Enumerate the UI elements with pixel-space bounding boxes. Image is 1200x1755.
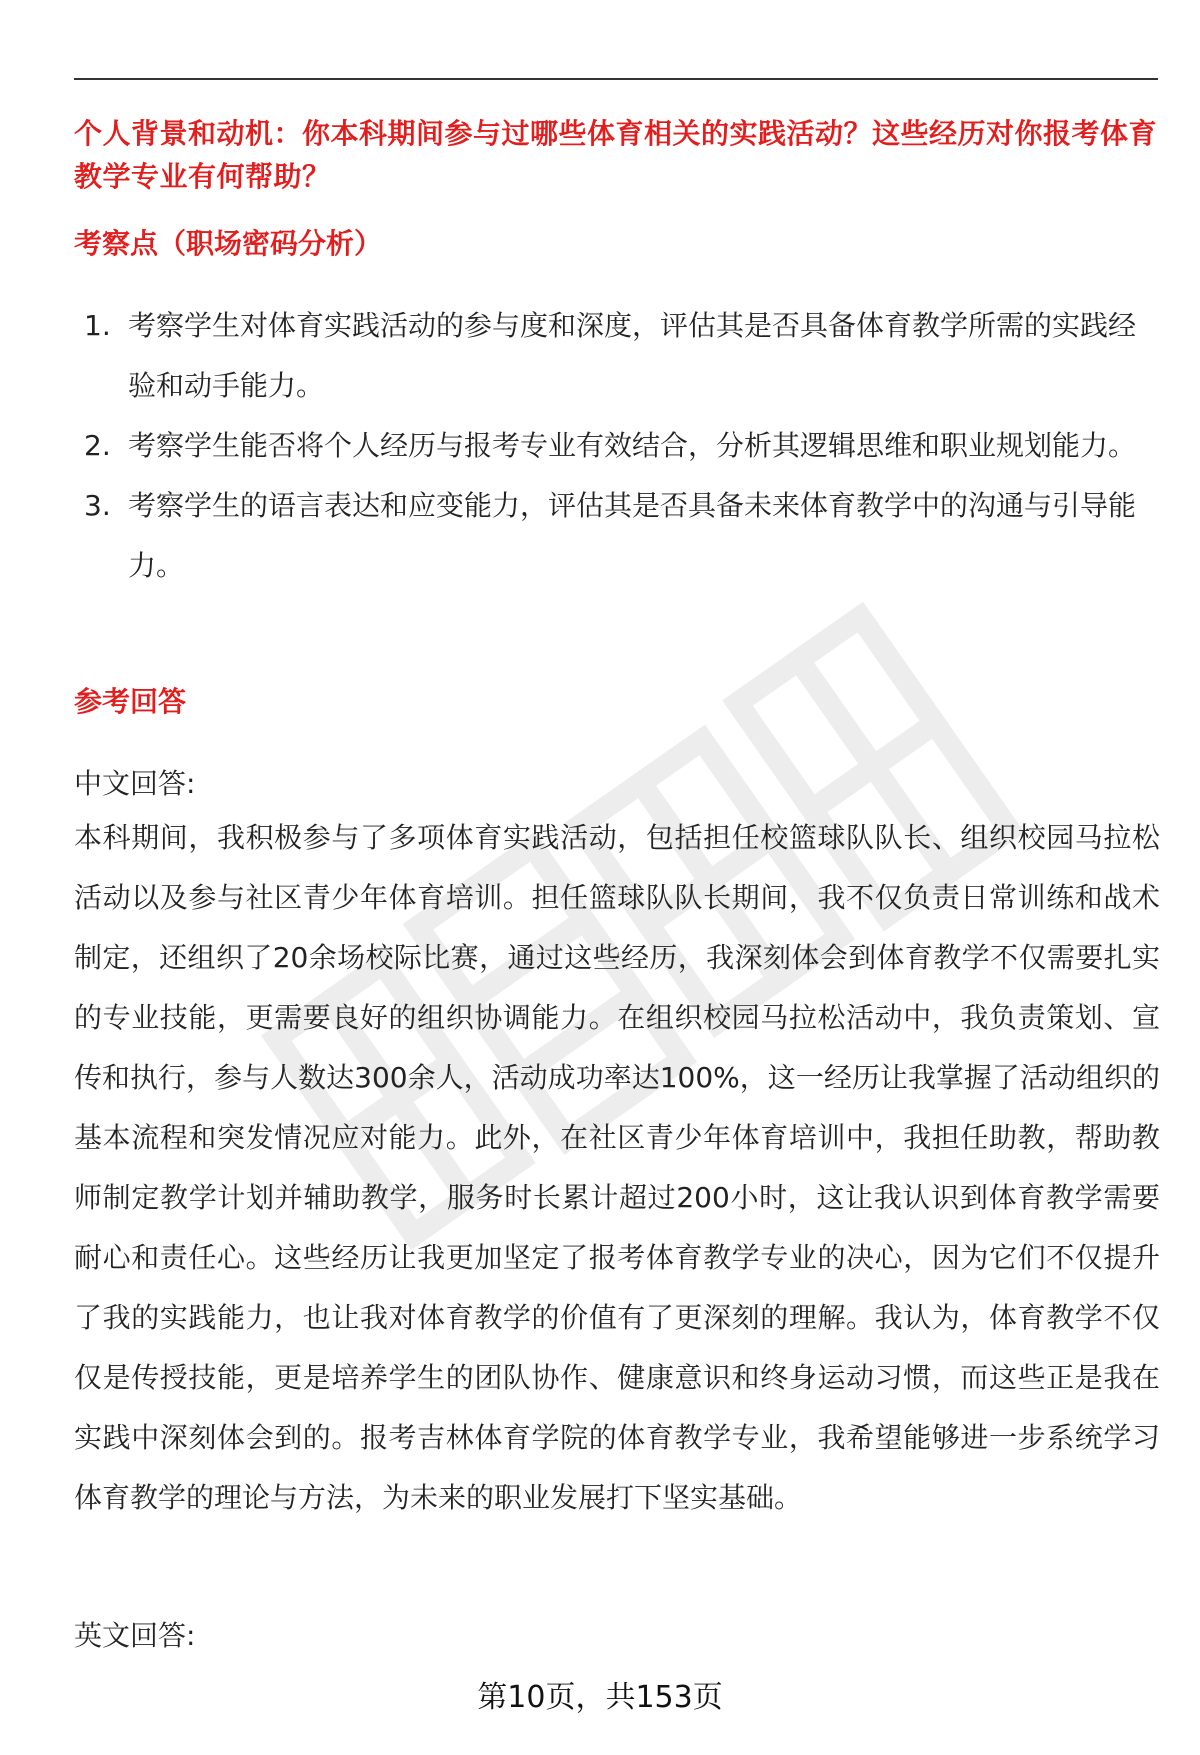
chinese-answer-label: 中文回答: [74, 767, 196, 800]
list-item-text: 考察学生的语言表达和应变能力，评估其是否具备未来体育教学中的沟通与引导能力。 [128, 489, 1137, 582]
top-divider [74, 78, 1158, 80]
list-item [74, 416, 1160, 476]
list-item-number: 3. [84, 489, 111, 522]
list-item [74, 296, 1160, 416]
list-item-text: 考察学生对体育实践活动的参与度和深度，评估其是否具备体育教学所需的实践经验和动手能力。 [128, 309, 1137, 402]
list-item-number: 1. [84, 309, 111, 342]
question-title: 个人背景和动机：你本科期间参与过哪些体育相关的实践活动？这些经历对你报考体育教学专业有何帮助？ [74, 117, 1158, 193]
list-item-number: 2. [84, 429, 111, 462]
answer-heading: 参考回答 [74, 685, 187, 718]
points-list [74, 296, 1160, 596]
list-item-text: 考察学生能否将个人经历与报考专业有效结合，分析其逻辑思维和职业规划能力。 [128, 429, 1137, 462]
page-indicator: 第10页，共153页 [477, 1680, 723, 1715]
chinese-answer-text: 本科期间，我积极参与了多项体育实践活动，包括担任校篮球队队长、组织校园马拉松活动以及参与社区青少年体育培训。担任篮球队队长期间，我不仅负责日常训练和战术制定，还组织了20余场校际比赛，通过这些经历，我深刻体会到体育教学不仅需要扎实的专业技能，更需要良好的组织协调能力。在组织校园马拉松活动中，我负责策划、宣传和执行，参与人数达300余人，活动成功率达100%，这一经历让我掌握了活动组织的基本流程和突发情况应对能力。此外，在社区青少年体育培训中，我担任助教，帮助教师制定教学计划并辅助教学，服务时长累计超过200小时，这让我认识到体育教学需要耐心和责任心。这些经历让我更加坚定了报考体育教学专业的决心，因为它们不仅提升了我的实践能力，也让我对体育教学的价值有了更深刻的理解。我认为，体育教学不仅仅是传授技能，更是培养学生的团队协作、健康意识和终身运动习惯，而这些正是我在实践中深刻体会到的。报考吉林体育学院的体育教学专业，我希望能够进一步系统学习体育教学的理论与方法，为未来的职业发展打下坚实基础。 [74, 821, 1160, 1514]
list-item [74, 476, 1160, 596]
english-answer-label: 英文回答: [74, 1619, 196, 1652]
points-heading: 考察点（职场密码分析） [74, 227, 383, 260]
